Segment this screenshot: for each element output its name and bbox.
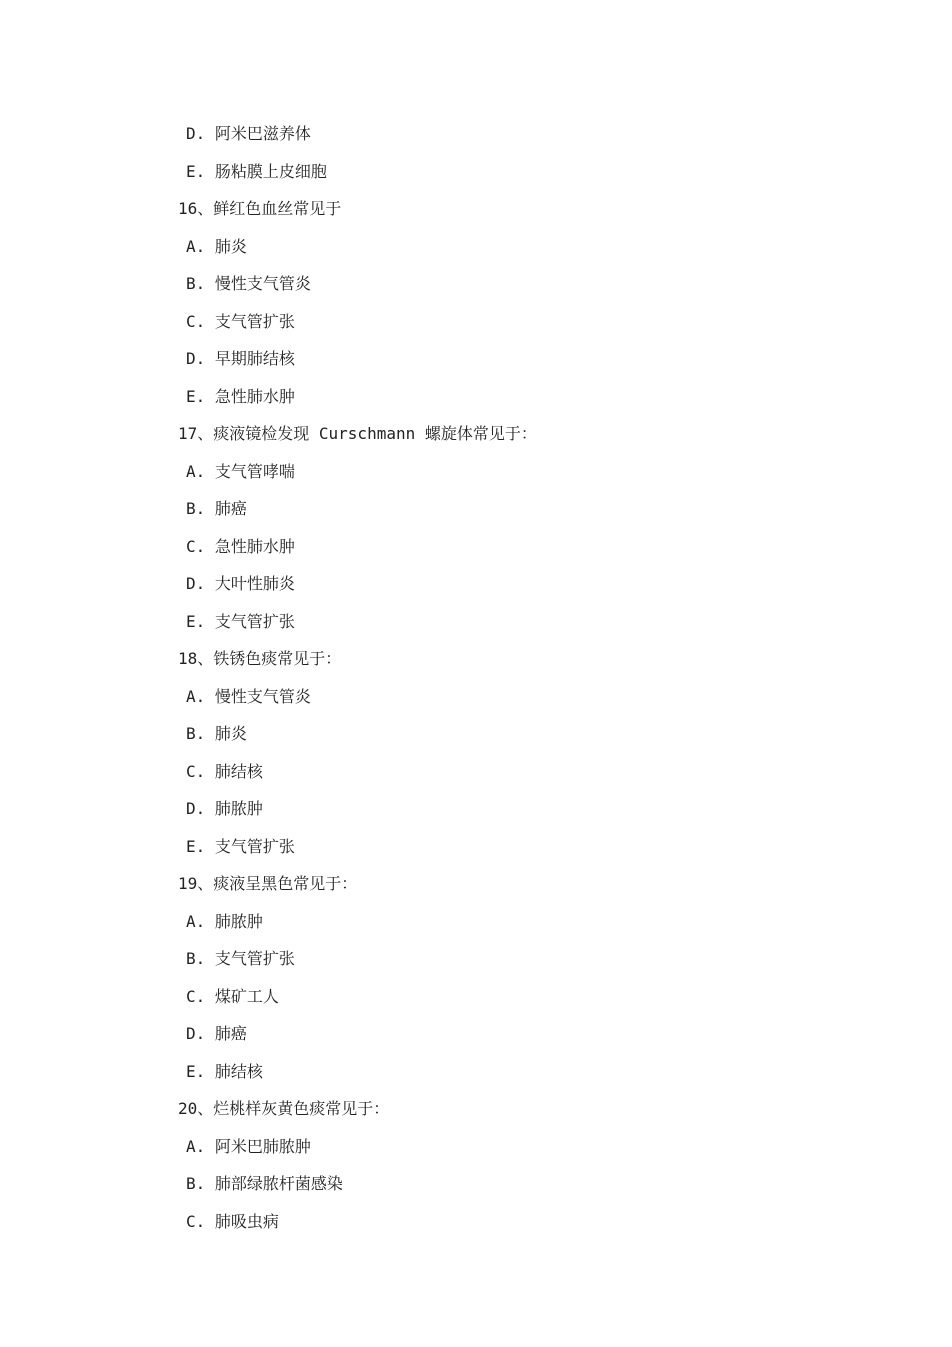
option-line: B. 肺炎 (186, 724, 247, 743)
option-line: C. 支气管扩张 (186, 311, 295, 331)
option-line: A. 慢性支气管炎 (186, 686, 311, 706)
question-line: 19、痰液呈黑色常见于： (178, 874, 358, 893)
option-line: D. 阿米巴滋养体 (186, 124, 311, 143)
option-line: A. 阿米巴肺脓肿 (186, 1136, 311, 1156)
question-line: 20、烂桃样灰黄色痰常见于： (178, 1099, 390, 1118)
option-line: E. 肠粘膜上皮细胞 (186, 161, 327, 181)
option-line: E. 肺结核 (186, 1061, 263, 1081)
option-line: A. 支气管哮喘 (186, 461, 295, 481)
option-line: E. 支气管扩张 (186, 611, 295, 631)
option-line: C. 肺吸虫病 (186, 1211, 279, 1231)
option-line: A. 肺炎 (186, 236, 247, 256)
option-line: B. 支气管扩张 (186, 949, 295, 968)
option-line: B. 肺癌 (186, 499, 247, 518)
option-line: D. 肺脓肿 (186, 799, 263, 818)
option-line: C. 急性肺水肿 (186, 536, 295, 556)
option-line: D. 早期肺结核 (186, 349, 295, 368)
option-line: E. 支气管扩张 (186, 836, 295, 856)
option-line: B. 肺部绿脓杆菌感染 (186, 1174, 343, 1193)
option-line: C. 煤矿工人 (186, 986, 279, 1006)
option-line: A. 肺脓肿 (186, 911, 263, 931)
document-content (0, 115, 952, 1240)
option-line: C. 肺结核 (186, 761, 263, 781)
option-line: D. 大叶性肺炎 (186, 574, 295, 593)
question-line: 16、鲜红色血丝常见于 (178, 199, 342, 218)
question-line: 17、痰液镜检发现 Curschmann 螺旋体常见于： (178, 424, 537, 443)
question-line: 18、铁锈色痰常见于： (178, 649, 342, 668)
option-line: D. 肺癌 (186, 1024, 247, 1043)
option-line: B. 慢性支气管炎 (186, 274, 311, 293)
option-line: E. 急性肺水肿 (186, 386, 295, 406)
